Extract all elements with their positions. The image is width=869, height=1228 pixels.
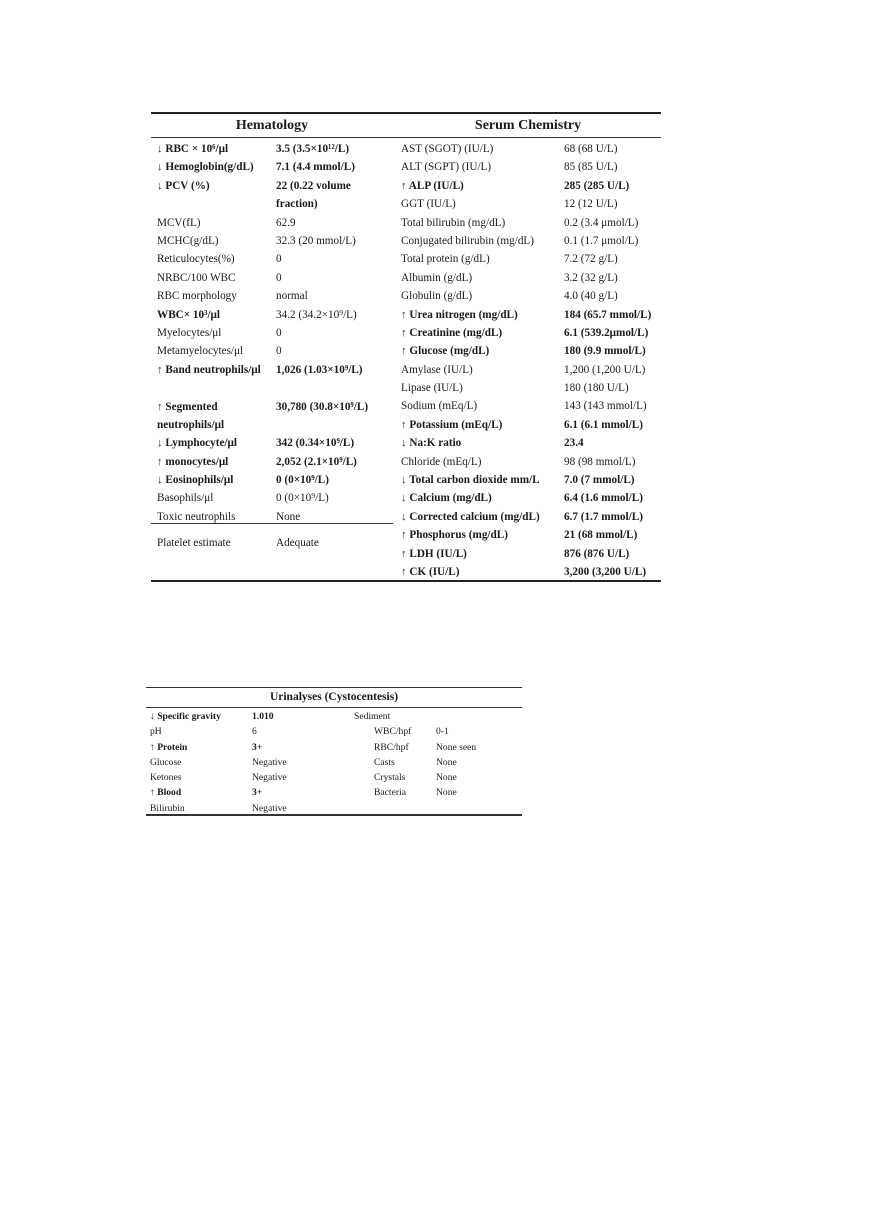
hematology-label: Metamyelocytes/μl [157,345,244,358]
serum-chemistry-value: 143 (143 mmol/L) [564,400,647,413]
serum-chemistry-label: ↑ Potassium (mEq/L) [401,418,503,431]
serum-chemistry-row [395,361,661,379]
serum-chemistry-label: Amylase (IU/L) [401,363,473,376]
serum-chemistry-row [395,434,661,452]
serum-chemistry-value: 876 (876 U/L) [564,547,630,560]
serum-chemistry-label: ↓ Na:K ratio [401,437,462,450]
serum-chemistry-row [395,250,661,268]
serum-chemistry-row [395,306,661,324]
serum-chemistry-value: 6.4 (1.6 mmol/L) [564,492,643,505]
hematology-row [151,287,393,305]
serum-chemistry-label: ↑ CK (IU/L) [401,565,460,578]
serum-chemistry-label: ↓ Corrected calcium (mg/dL) [401,510,540,523]
sediment-value: None [436,787,457,799]
serum-chemistry-label: Chloride (mEq/L) [401,455,482,468]
lab-results-table [151,112,661,582]
hematology-row [151,453,393,471]
urinalysis-test-value: Negative [252,772,287,784]
urinalysis-title: Urinalyses (Cystocentesis) [269,691,399,703]
hematology-value: 0 (0×10⁹/L) [276,474,329,487]
serum-chemistry-label: Total bilirubin (mg/dL) [401,216,506,229]
serum-chemistry-value: 7.0 (7 mmol/L) [564,474,635,487]
urinalysis-test-label: pH [150,726,162,738]
serum-chemistry-row [395,177,661,195]
serum-chemistry-row [395,195,661,213]
serum-chemistry-value: 23.4 [564,437,584,450]
hematology-row [151,398,393,435]
sediment-value: None [436,756,457,768]
serum-chemistry-value: 6.1 (539.2μmol/L) [564,326,649,339]
urinalysis-test-label: ↓ Specific gravity [150,711,221,722]
hematology-value: 0 [276,345,282,358]
serum-chemistry-label: ↑ Phosphorus (mg/dL) [401,529,508,542]
serum-chemistry-label: ↓ Calcium (mg/dL) [401,492,492,505]
hematology-value: 342 (0.34×10⁹/L) [276,437,355,450]
serum-chemistry-row [395,342,661,360]
serum-chemistry-row [395,471,661,489]
serum-chemistry-row [395,397,661,415]
hematology-value: 62.9 [276,216,296,229]
hematology-label: Myelocytes/μl [157,326,222,339]
serum-chemistry-label: ↑ LDH (IU/L) [401,547,467,560]
sediment-value: 0-1 [436,726,449,738]
urinalysis-row [146,740,522,755]
sediment-label: Crystals [374,772,406,784]
hematology-value: 34.2 (34.2×10⁹/L) [276,308,357,321]
serum-chemistry-row [395,140,661,158]
serum-chemistry-column [395,140,661,581]
hematology-label: ↓ PCV (%) [157,179,210,192]
hematology-value: 2,052 (2.1×10⁹/L) [276,455,357,468]
serum-chemistry-value: 6.7 (1.7 mmol/L) [564,510,643,523]
sediment-value: None [436,772,457,784]
serum-chemistry-row [395,416,661,434]
sediment-label: Bacteria [374,787,406,799]
hematology-row [151,342,393,360]
hematology-label: ↑ Band neutrophils/μl [157,363,261,376]
urinalysis-test-value: 1.010 [252,711,274,722]
hematology-value: 32.3 (20 mmol/L) [276,234,356,247]
hematology-label: MCV(fL) [157,216,201,229]
hematology-label: ↓ Hemoglobin(g/dL) [157,161,254,174]
hematology-label: Platelet estimate [157,537,231,550]
serum-chemistry-value: 1,200 (1,200 U/L) [564,363,646,376]
hematology-value: Adequate [276,537,319,550]
hematology-value: 0 [276,326,282,339]
ua-top-rule [146,687,522,688]
urinalysis-test-value: Negative [252,756,287,768]
serum-chemistry-value: 285 (285 U/L) [564,179,630,192]
serum-chemistry-value: 3,200 (3,200 U/L) [564,565,647,578]
urinalysis-test-value: Negative [252,802,287,814]
hematology-row [151,177,393,214]
hematology-row [151,361,393,398]
serum-chemistry-label: ↑ Urea nitrogen (mg/dL) [401,308,518,321]
hematology-label: WBC× 10³/μl [157,308,221,321]
serum-chemistry-row [395,232,661,250]
urinalysis-test-label: ↑ Blood [150,787,182,799]
serum-chemistry-label: Lipase (IU/L) [401,382,463,395]
hematology-row [151,471,393,489]
urinalysis-test-label: Glucose [150,756,182,768]
hematology-row [151,306,393,324]
hematology-value: 7.1 (4.4 mmol/L) [276,161,355,174]
hematology-label: ↓ RBC × 10⁶/μl [157,143,229,155]
hematology-value: 22 (0.22 volume fraction) [276,179,351,211]
hematology-row [151,434,393,452]
hematology-row [151,269,393,287]
urinalysis-test-label: ↑ Protein [150,741,188,753]
hematology-label: ↑ monocytes/μl [157,455,229,468]
serum-chemistry-label: GGT (IU/L) [401,198,456,211]
hematology-label: Reticulocytes(%) [157,253,235,266]
urinalysis-test-value: 3+ [252,787,263,799]
serum-chemistry-title: Serum Chemistry [474,118,582,133]
hematology-label: ↓ Lymphocyte/μl [157,437,237,450]
sediment-value: None seen [436,741,477,753]
serum-chemistry-row [395,158,661,176]
hematology-value: normal [276,290,308,303]
sediment-label: RBC/hpf [374,741,409,753]
urinalysis-test-label: Ketones [150,772,182,784]
serum-chemistry-value: 180 (180 U/L) [564,382,629,395]
ua-bottom-rule [146,814,522,816]
serum-chemistry-value: 6.1 (6.1 mmol/L) [564,418,643,431]
header-rule [151,137,661,138]
serum-chemistry-label: Sodium (mEq/L) [401,400,478,413]
serum-chemistry-value: 4.0 (40 g/L) [564,290,618,303]
serum-chemistry-value: 12 (12 U/L) [564,198,618,211]
serum-chemistry-value: 68 (68 U/L) [564,143,618,155]
hematology-label: Basophils/μl [157,492,214,505]
serum-chemistry-label: Total protein (g/dL) [401,253,490,266]
hematology-value: 0 [276,253,282,266]
serum-chemistry-label: Albumin (g/dL) [401,271,473,284]
hematology-value: 3.5 (3.5×10¹²/L) [276,143,350,155]
serum-chemistry-value: 0.1 (1.7 μmol/L) [564,234,639,247]
hematology-row [151,214,393,232]
serum-chemistry-row [395,526,661,544]
hematology-row [151,158,393,176]
hematology-label: MCHC(g/dL) [157,234,219,247]
hematology-value: None [276,510,301,523]
hematology-value: 0 [276,271,282,284]
hematology-title: Hematology [235,118,309,133]
serum-chemistry-value: 184 (65.7 mmol/L) [564,308,652,321]
hematology-row [151,140,393,158]
serum-chemistry-value: 7.2 (72 g/L) [564,253,618,266]
serum-chemistry-value: 85 (85 U/L) [564,161,618,174]
hematology-value: 30,780 (30.8×10⁹/L) [276,400,369,413]
serum-chemistry-label: ↑ ALP (IU/L) [401,179,464,192]
serum-chemistry-value: 21 (68 mmol/L) [564,529,638,542]
serum-chemistry-row [395,269,661,287]
hematology-row [151,324,393,342]
hematology-row [151,250,393,268]
hematology-row [151,534,393,552]
serum-chemistry-row [395,379,661,397]
sediment-label: Casts [374,756,395,768]
urinalysis-test-value: 6 [252,726,257,738]
urinalysis-table [146,687,522,815]
serum-chemistry-row [395,545,661,563]
serum-chemistry-value: 180 (9.9 mmol/L) [564,345,646,358]
platelet-rule [151,523,393,524]
hematology-column [151,140,393,553]
urinalysis-row [146,785,522,800]
serum-chemistry-value: 0.2 (3.4 μmol/L) [564,216,639,229]
urinalysis-row [146,755,522,770]
hematology-value: 1,026 (1.03×10⁹/L) [276,363,363,376]
serum-chemistry-row [395,453,661,471]
serum-chemistry-label: ↑ Creatinine (mg/dL) [401,326,503,339]
serum-chemistry-value: 98 (98 mmol/L) [564,455,636,468]
sediment-label: WBC/hpf [374,726,412,738]
bottom-rule [151,580,661,582]
serum-chemistry-row [395,214,661,232]
serum-chemistry-label: Conjugated bilirubin (mg/dL) [401,234,534,247]
serum-chemistry-label: AST (SGOT) (IU/L) [401,143,494,155]
hematology-label: Toxic neutrophils [157,510,236,523]
urinalysis-row [146,724,522,739]
hematology-label: RBC morphology [157,290,237,303]
serum-chemistry-row [395,508,661,526]
hematology-label: ↑ Segmented neutrophils/μl [157,400,225,431]
sediment-label: Sediment [354,711,391,722]
serum-chemistry-row [395,324,661,342]
urinalysis-rows [146,709,522,816]
hematology-label: NRBC/100 WBC [157,271,236,284]
serum-chemistry-label: ↑ Glucose (mg/dL) [401,345,490,358]
ua-header-rule [146,707,522,708]
serum-chemistry-row [395,287,661,305]
serum-chemistry-row [395,563,661,581]
urinalysis-row [146,770,522,785]
serum-chemistry-label: ↓ Total carbon dioxide mm/L [401,474,540,487]
serum-chemistry-row [395,489,661,507]
hematology-row [151,232,393,250]
serum-chemistry-label: ALT (SGPT) (IU/L) [401,161,492,174]
urinalysis-test-value: 3+ [252,741,263,753]
hematology-value: 0 (0×10⁹/L) [276,492,329,505]
serum-chemistry-label: Globulin (g/dL) [401,290,473,303]
urinalysis-row [146,709,522,724]
hematology-row [151,489,393,507]
urinalysis-test-label: Bilirubin [150,802,185,814]
hematology-label: ↓ Eosinophils/μl [157,474,234,487]
top-rule [151,112,661,114]
serum-chemistry-value: 3.2 (32 g/L) [564,271,618,284]
